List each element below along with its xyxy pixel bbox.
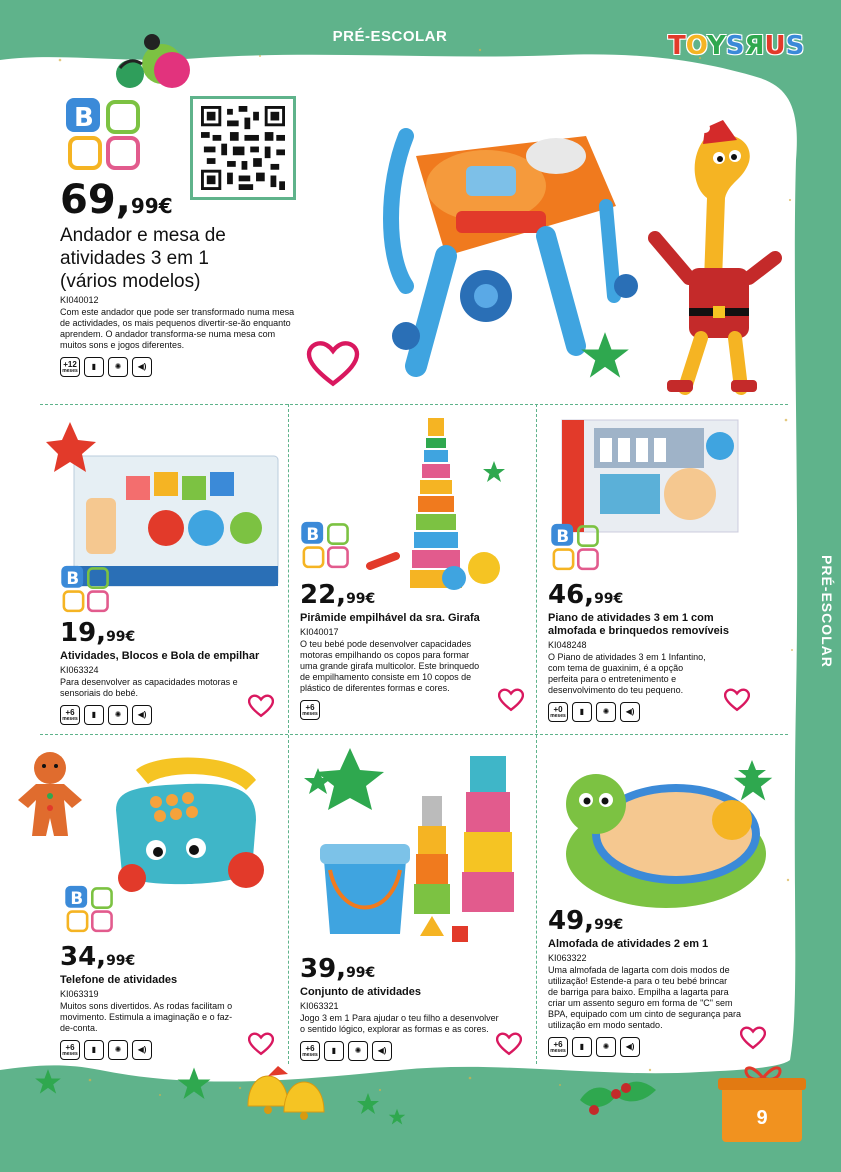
sound-icon: ◀) <box>372 1041 392 1061</box>
svg-text:B: B <box>556 525 570 546</box>
favorite-heart-icon[interactable] <box>740 1026 766 1050</box>
product-description: Com este andador que pode ser transformado numa mesa de actividades, os mais pequenos divertir-se-ão enquanto aprendem. O andador transforma-se numa mesa com muitos sons e jogos diferentes. <box>60 307 295 350</box>
b-kids-logo <box>300 520 354 575</box>
favorite-heart-icon[interactable] <box>498 688 524 712</box>
stacking-giraffe-image <box>366 416 506 596</box>
product-name: Andador e mesa de atividades 3 em 1 (vários modelos) <box>60 225 226 292</box>
toys-r-us-logo <box>668 28 814 64</box>
product-code: KI040012 <box>60 295 99 305</box>
favorite-heart-icon[interactable] <box>724 688 750 712</box>
grid-divider <box>40 734 788 735</box>
logo-letter: Y <box>706 31 726 61</box>
product-price: 46,99€ <box>548 580 624 610</box>
side-section-title: PRÉ-ESCOLAR <box>819 555 835 668</box>
product-price: 22,99€ <box>300 580 376 610</box>
sound-icon: ◀) <box>620 1037 640 1057</box>
light-icon: ✺ <box>596 1037 616 1057</box>
product-description: Muitos sons divertidos. As rodas facilitam o movimento. Estimula a imaginação e o faz- de-conta. <box>60 1001 233 1033</box>
product-code: KI063321 <box>300 1001 339 1011</box>
giraffe-mascot-illustration <box>645 118 785 403</box>
star-decoration-icon <box>578 330 632 382</box>
light-icon: ✺ <box>348 1041 368 1061</box>
battery-icon: ▮ <box>84 357 104 377</box>
star-decoration-icon <box>388 1108 406 1126</box>
product-price: 49,99€ <box>548 906 624 936</box>
product-code: KI063319 <box>60 989 99 999</box>
star-decoration-icon <box>34 1068 62 1096</box>
sound-icon: ◀) <box>620 702 640 722</box>
logo-letter: S <box>725 31 745 61</box>
light-icon: ✺ <box>108 1040 128 1060</box>
grid-divider <box>288 404 289 1064</box>
sound-icon: ◀) <box>132 357 152 377</box>
logo-letter: Я <box>744 31 765 61</box>
grid-divider <box>536 404 537 1064</box>
bells-decoration-illustration <box>238 1066 334 1126</box>
product-description: Uma almofada de lagarta com dois modos de utilização! Estende-a para o teu bebé brincar de barriga para baixo. Empilha a lagarta para criar um assento seguro em forma de "C" sem BPA, equipado com um cinto de segurança para utilização em modo sentado. <box>548 965 741 1030</box>
star-decoration-icon <box>176 1066 212 1102</box>
logo-letter: O <box>685 31 707 61</box>
product-code: KI040017 <box>300 627 339 637</box>
age-badge: +6 meses <box>548 1037 568 1057</box>
age-badge: +12 meses <box>60 357 80 377</box>
battery-icon: ▮ <box>84 1040 104 1060</box>
logo-letter: T <box>668 31 686 61</box>
product-price: 69,99€ <box>60 177 173 223</box>
section-title: PRÉ-ESCOLAR <box>332 28 448 45</box>
product-price: 34,99€ <box>60 942 136 972</box>
holly-decoration-illustration <box>576 1070 660 1120</box>
product-name: Atividades, Blocos e Bola de empilhar <box>60 650 260 662</box>
svg-text:B: B <box>66 567 80 588</box>
product-description: Jogo 3 em 1 Para ajudar o teu filho a desenvolver o sentido lógico, explorar as formas e as cores. <box>300 1013 499 1034</box>
product-code: KI063322 <box>548 953 587 963</box>
favorite-heart-icon[interactable] <box>248 694 274 718</box>
product-price: 39,99€ <box>300 954 376 984</box>
svg-text:B: B <box>306 523 320 544</box>
piano-mat-image <box>560 418 740 534</box>
age-badge: +6 meses <box>300 1041 320 1061</box>
b-kids-logo <box>64 96 148 177</box>
light-icon: ✺ <box>108 357 128 377</box>
svg-text:B: B <box>70 887 84 908</box>
product-name: Pirâmide empilhável da sra. Girafa <box>300 612 480 624</box>
favorite-heart-icon[interactable] <box>496 1032 522 1056</box>
light-icon: ✺ <box>596 702 616 722</box>
logo-letter: S <box>785 31 805 61</box>
age-badge: +6 meses <box>60 1040 80 1060</box>
age-badge: +6 meses <box>300 700 320 720</box>
product-description: Para desenvolver as capacidades motoras e sensoriais do bebé. <box>60 677 238 698</box>
product-code: KI048248 <box>548 640 587 650</box>
favorite-heart-icon[interactable] <box>306 340 360 388</box>
activity-phone-image <box>96 750 276 900</box>
grid-divider <box>40 404 788 405</box>
b-kids-logo <box>550 522 604 577</box>
battery-icon: ▮ <box>84 705 104 725</box>
page-number-badge: 9 <box>722 1082 802 1142</box>
favorite-heart-icon[interactable] <box>248 1032 274 1056</box>
battery-icon: ▮ <box>324 1041 344 1061</box>
product-description: O teu bebé pode desenvolver capacidades motoras empilhando os copos para formar uma grande girafa multicolor. Este brinquedo de empilhamento consiste em 10 copos de plástico de diferentes formas e cores. <box>300 639 480 693</box>
logo-letter: U <box>764 31 786 61</box>
product-code: KI063324 <box>60 665 99 675</box>
product-description: O Piano de atividades 3 em 1 Infantino, com tema de guaxinim, é a opção perfeita para o entretenimento e desenvolvimento do teu pequeno. <box>548 652 706 695</box>
product-name: Almofada de atividades 2 em 1 <box>548 938 709 950</box>
product-name: Piano de atividades 3 em 1 com almofada e brinquedos removíveis <box>548 612 729 637</box>
sound-icon: ◀) <box>132 705 152 725</box>
battery-icon: ▮ <box>572 702 592 722</box>
light-icon: ✺ <box>108 705 128 725</box>
age-badge: +6 meses <box>60 705 80 725</box>
christmas-ornaments-illustration <box>100 28 200 98</box>
b-kids-logo <box>64 884 118 939</box>
product-name: Conjunto de atividades <box>300 986 422 998</box>
battery-icon: ▮ <box>572 1037 592 1057</box>
b-kids-logo <box>60 564 114 619</box>
product-name: Telefone de atividades <box>60 974 178 986</box>
age-badge: +0 meses <box>548 702 568 722</box>
sound-icon: ◀) <box>132 1040 152 1060</box>
star-decoration-icon <box>732 762 774 804</box>
gingerbread-decoration-illustration <box>14 750 86 842</box>
star-decoration-icon <box>482 460 506 484</box>
star-decoration-icon <box>356 1092 380 1116</box>
activity-set-image <box>300 740 530 950</box>
product-price: 19,99€ <box>60 618 136 648</box>
logo-wordmark <box>668 31 804 61</box>
svg-text:B: B <box>74 103 94 133</box>
